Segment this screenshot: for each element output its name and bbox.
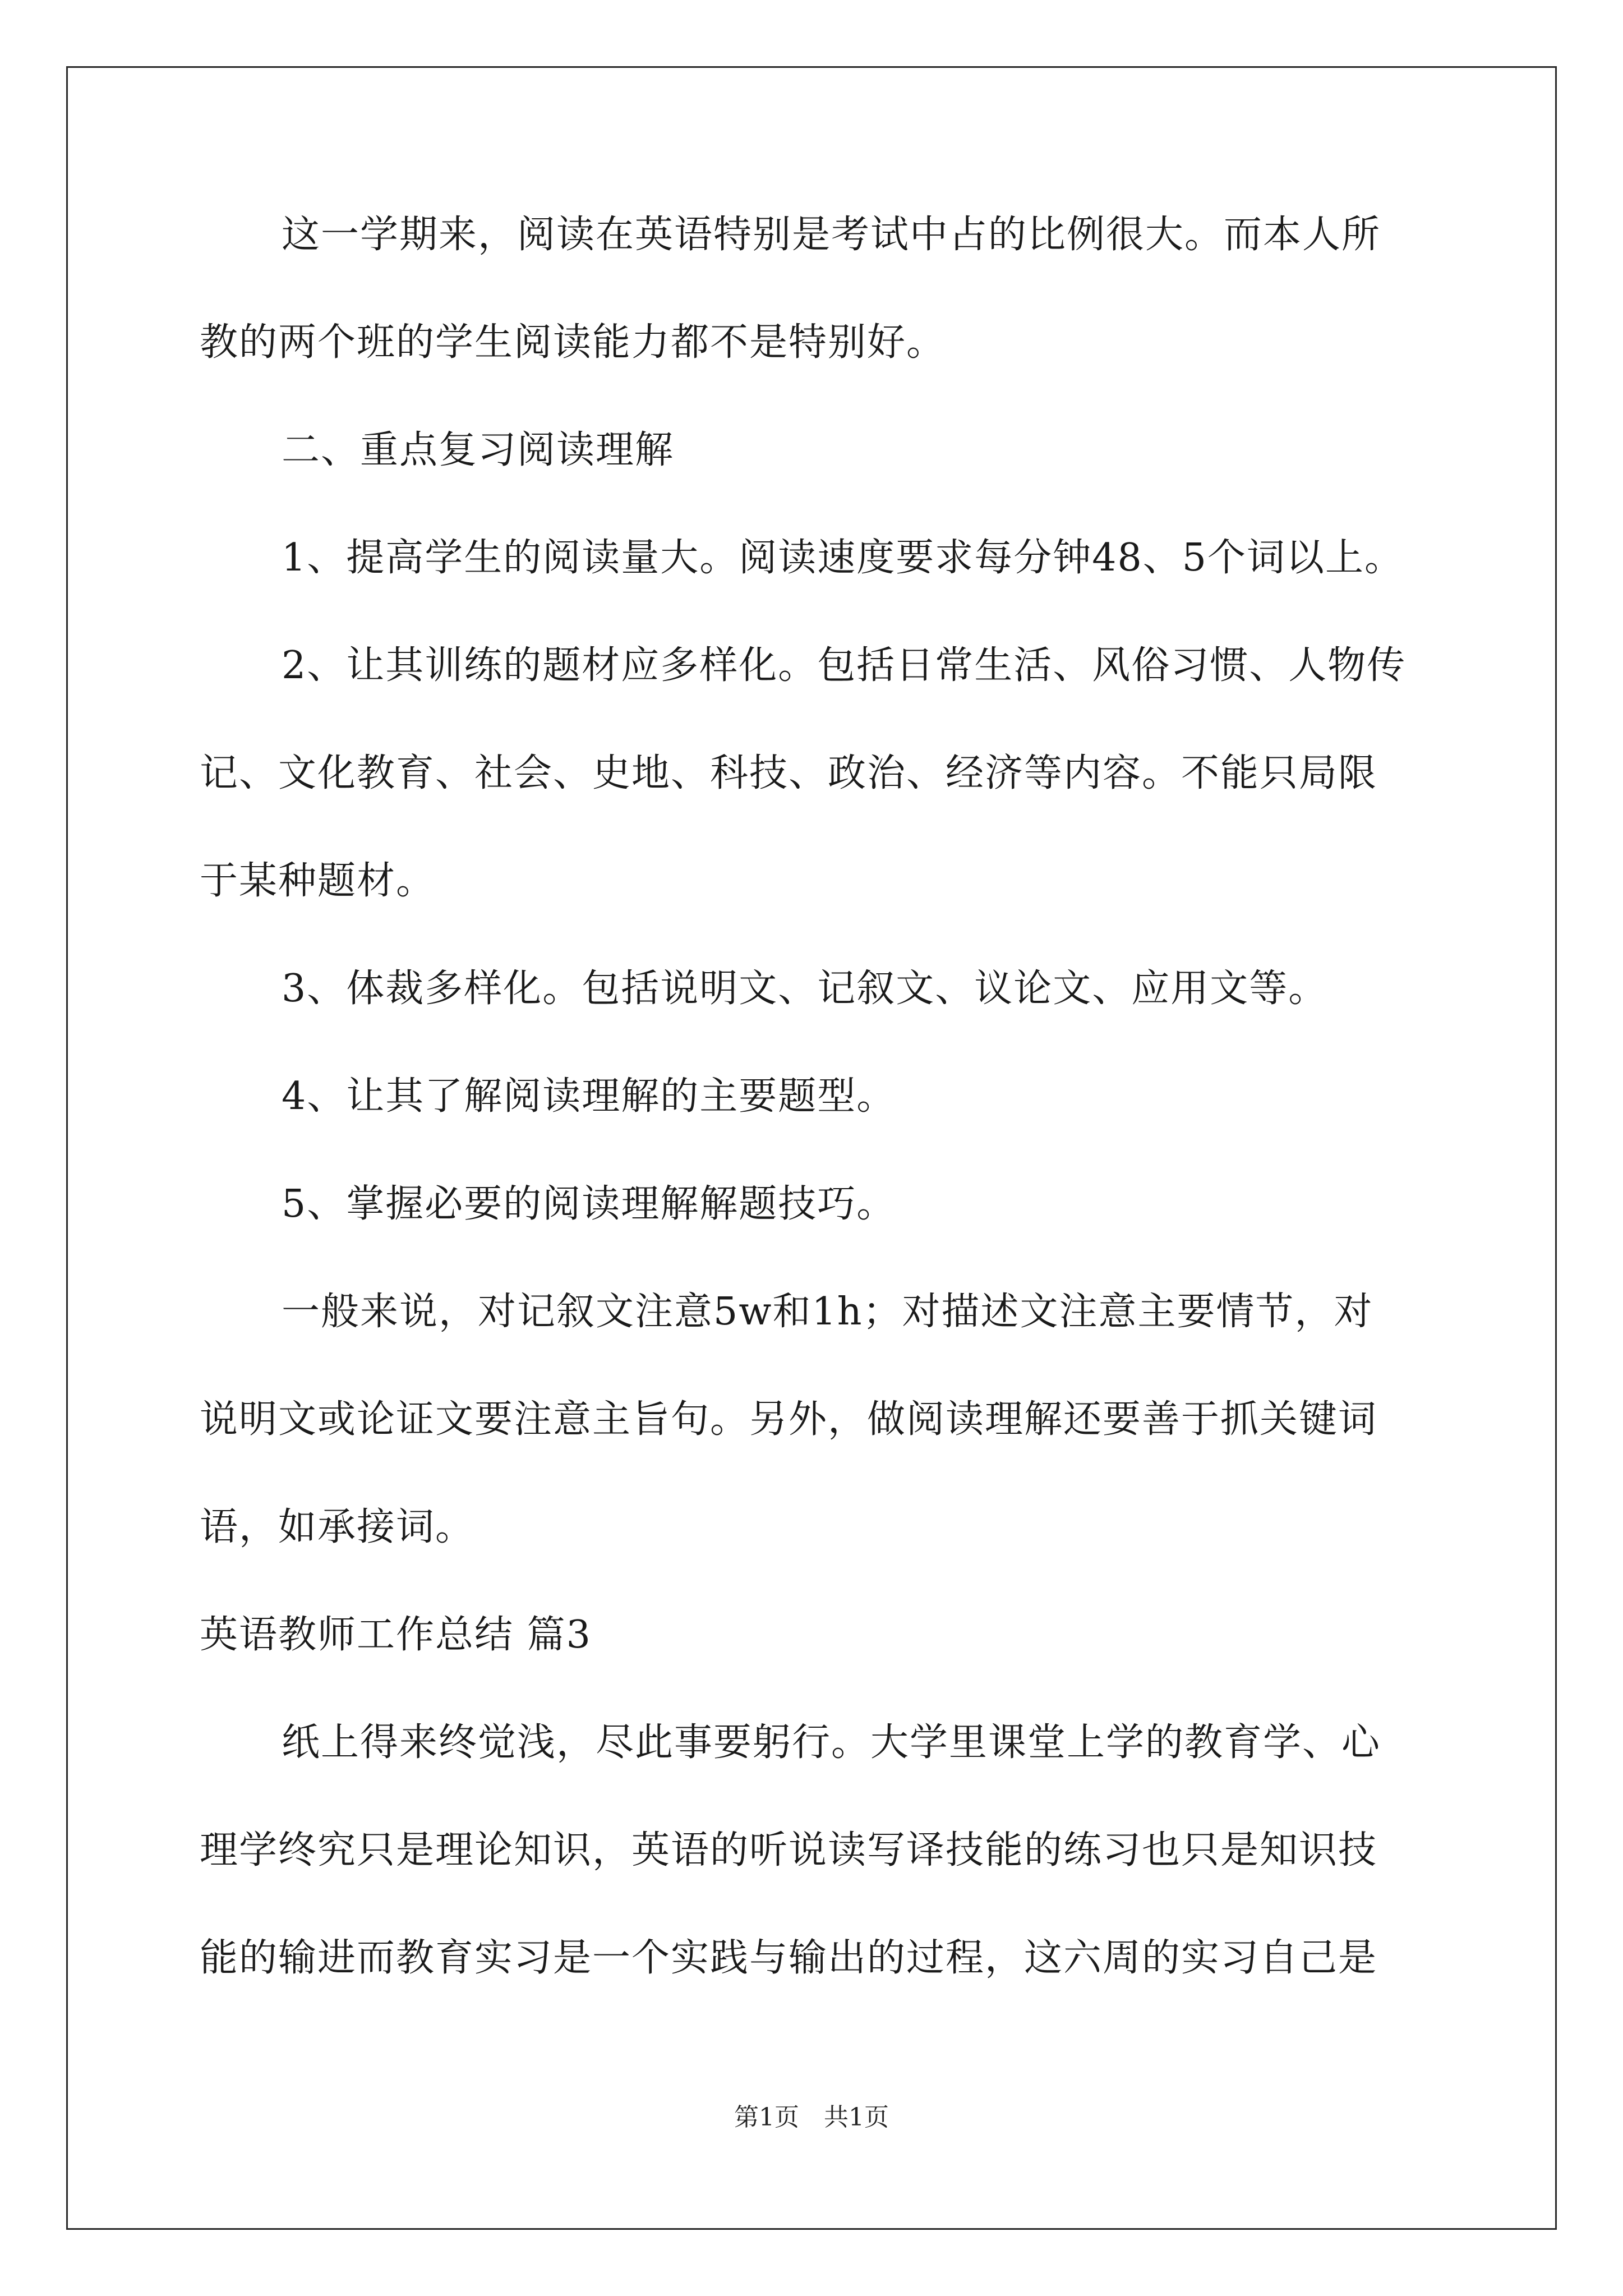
paragraph-line: 2、让其训练的题材应多样化。包括日常生活、风俗习惯、人物传 xyxy=(282,643,1407,688)
paragraph-line: 纸上得来终觉浅，尽此事要躬行。大学里课堂上学的教育学、心 xyxy=(282,1720,1381,1765)
paragraph-line: 语，如承接词。 xyxy=(200,1505,475,1549)
paragraph-line: 一般来说，对记叙文注意5w和1h；对描述文注意主要情节，对 xyxy=(282,1290,1373,1334)
paragraph-line: 4、让其了解阅读理解的主要题型。 xyxy=(282,1074,896,1119)
paragraph-line: 说明文或论证文要注意主旨句。另外，做阅读理解还要善于抓关键词 xyxy=(200,1397,1378,1442)
paragraph-line: 1、提高学生的阅读量大。阅读速度要求每分钟48、5个词以上。 xyxy=(282,536,1404,580)
paragraph-line: 3、体裁多样化。包括说明文、记叙文、议论文、应用文等。 xyxy=(282,967,1328,1011)
page-number: 第1页 共1页 xyxy=(734,2103,889,2132)
page-border xyxy=(66,66,1557,2230)
paragraph-line: 教的两个班的学生阅读能力都不是特别好。 xyxy=(200,320,946,365)
paragraph-line: 理学终究只是理论知识，英语的听说读写译技能的练习也只是知识技 xyxy=(200,1828,1378,1872)
paragraph-line: 这一学期来，阅读在英语特别是考试中占的比例很大。而本人所 xyxy=(282,213,1381,257)
section-heading: 二、重点复习阅读理解 xyxy=(282,428,675,472)
paragraph-line: 5、掌握必要的阅读理解解题技巧。 xyxy=(282,1182,896,1226)
paragraph-line: 记、文化教育、社会、史地、科技、政治、经济等内容。不能只局限 xyxy=(200,751,1378,795)
paragraph-line: 于某种题材。 xyxy=(200,859,436,903)
article-title: 英语教师工作总结 篇3 xyxy=(200,1613,592,1657)
paragraph-line: 能的输进而教育实习是一个实践与输出的过程，这六周的实习自己是 xyxy=(200,1936,1378,1980)
